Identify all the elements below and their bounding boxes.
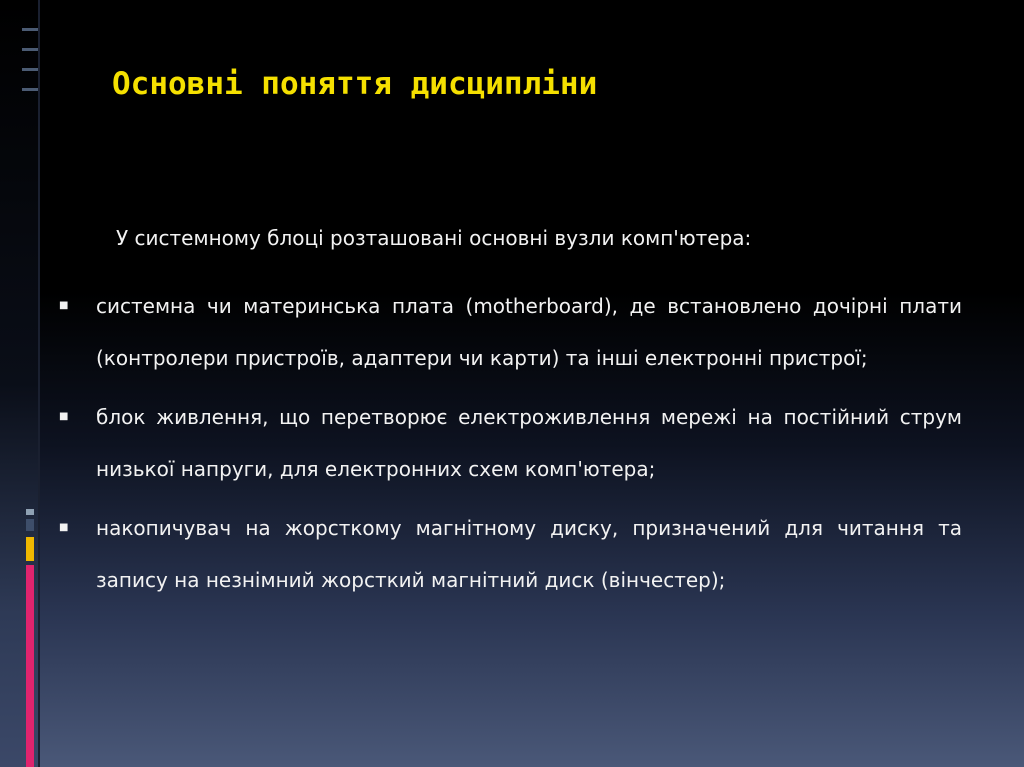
decor-bar-pink [26,565,34,767]
decor-line [22,68,38,71]
bullet-item [54,280,962,384]
square-bullet-icon: ■ [59,300,69,311]
square-bullet-icon: ■ [59,522,69,533]
bullet-text: накопичувач на жорсткому магнітному диску, призначений для читання та запису на незнімний жорсткий магнітний диск (вінчестер); [96,516,962,592]
decor-line [22,28,38,31]
decor-mark-slate [26,519,34,531]
slide-title: Основні поняття дисципліни [112,66,598,102]
bullet-item [54,502,962,606]
decor-line [22,88,38,91]
decor-line [22,48,38,51]
intro-text: У системному блоці розташовані основні вузли комп'ютера: [116,226,752,250]
square-bullet-icon: ■ [59,411,69,422]
top-decor-lines [22,18,38,118]
bullet-text: блок живлення, що перетворює електроживлення мережі на постійний струм низької напруги, для електронних схем комп'ютера; [96,405,962,481]
slide-content [54,212,962,613]
bullet-text: системна чи материнська плата (motherboard), де встановлено дочірні плати (контролери пристроїв, адаптери чи карти) та інші електронні пристрої; [96,294,962,370]
decor-mark-yellow [26,537,34,561]
decor-mark-light [26,509,34,515]
bullet-item [54,391,962,495]
bullet-list [54,280,962,606]
left-decor-edge [38,0,40,767]
